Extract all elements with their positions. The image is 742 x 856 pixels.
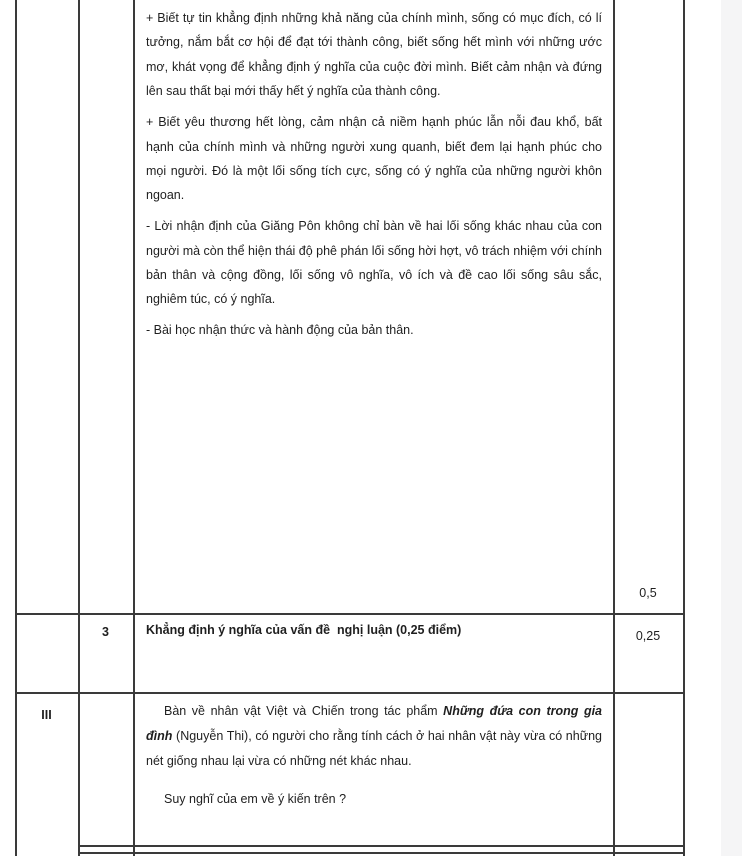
answer-paragraph: + Biết yêu thương hết lòng, cảm nhận cả niềm hạnh phúc lẫn nỗi đau khổ, bất hạnh của chính mình và những người xung quanh, biết đem lại hạnh phúc cho mọi người. Đó là một lối sống tích cực, sống có ý nghĩa của những người khôn ngoan. — [146, 115, 602, 203]
table-left-border — [15, 0, 17, 856]
question-number: 3 — [102, 625, 109, 639]
question-3-text: Khẳng định ý nghĩa của vấn đề nghị luận (0,25 điểm) — [146, 623, 462, 637]
table-right-border — [683, 0, 685, 856]
essay-prompt-intro — [146, 699, 602, 774]
essay-question-line: Suy nghĩ của em về ý kiến trên ? — [164, 792, 347, 806]
section-column-border — [78, 0, 80, 856]
section-number: III — [41, 708, 52, 722]
question-column-border — [133, 0, 135, 856]
score-cell: 0,5 — [639, 586, 657, 600]
answer-paragraph: - Lời nhận định của Giăng Pôn không chỉ bàn về hai lối sống khác nhau của con người mà còn thể hiện thái độ phê phán lối sống hời hợt, vô trách nhiệm với chính bản thân và cộng đồng, lối sống vô nghĩa, vô ích và đề cao lối sống sâu sắc, nghiêm túc, có ý nghĩa. — [146, 219, 603, 307]
work-title-emphasis: Những đứa con trong gia đình — [146, 704, 603, 743]
answer-paragraph: - Bài học nhận thức và hành động của bản thân. — [146, 323, 414, 338]
essay-prompt-cell — [146, 699, 602, 812]
answer-content-cell — [146, 6, 602, 349]
row-divider-4 — [78, 852, 685, 854]
score-column-left-border — [613, 0, 615, 856]
row-divider-1 — [15, 613, 685, 615]
page-edge-shading — [721, 0, 742, 856]
prompt-text-plain: Bàn về nhân vật Việt và Chiến trong tác phẩm — [164, 704, 444, 718]
prompt-text-plain: (Nguyễn Thi), có người cho rằng tính cách ở hai nhân vật này vừa có những nét giống nhau lại vừa có những nét khác nhau. — [146, 729, 602, 768]
score-cell: 0,25 — [635, 629, 661, 643]
row-divider-3 — [78, 845, 685, 847]
answer-paragraph: + Biết tự tin khẳng định những khả năng của chính mình, sống có mục đích, có lí tưởng, nắm bắt cơ hội để đạt tới thành công, biết sống hết mình với những ước mơ, khát vọng để khẳng định ý nghĩa của cuộc đời mình. Biết cảm nhận và đứng lên sau thất bại mới thấy hết ý nghĩa của thành công. — [146, 11, 602, 99]
row-divider-2 — [15, 692, 685, 694]
